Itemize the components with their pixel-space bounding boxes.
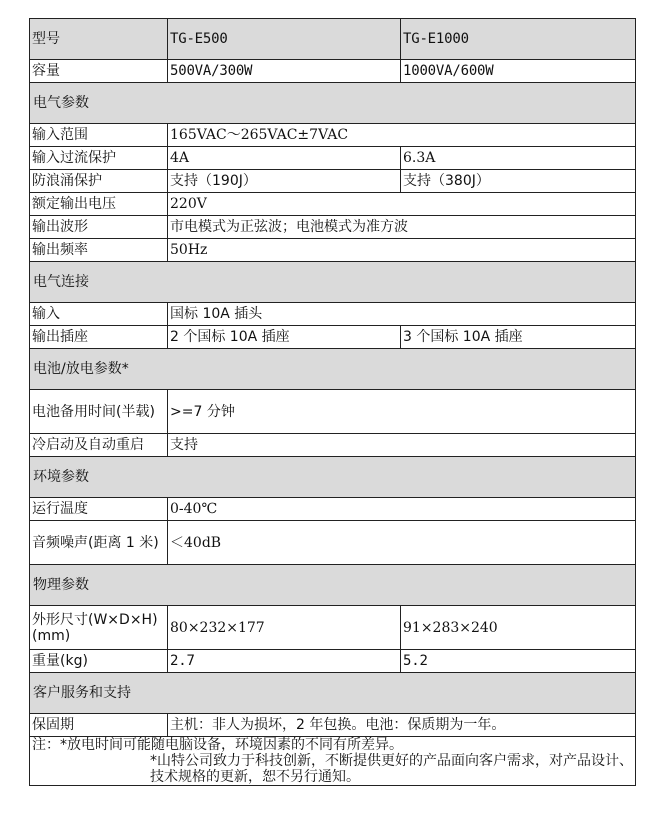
capacity-e1000: 1000VA/600W [401,60,636,83]
waveform-label: 输出波形 [30,216,168,239]
footnote [30,737,636,786]
capacity-label: 容量 [30,60,168,83]
backup-time-label: 电池备用时间(半载) [30,390,168,434]
weight-e1000: 5.2 [401,650,636,673]
section-environment [30,457,636,498]
section-service [30,673,636,714]
section-title: 客户服务和支持 [30,673,636,714]
table-row [30,521,636,565]
input-value: 国标 10A 插头 [168,303,636,326]
surge-e500: 支持（190J） [168,170,401,193]
table-row [30,650,636,673]
surge-e1000: 支持（380J） [401,170,636,193]
note-row [30,737,636,786]
warranty-label: 保固期 [30,714,168,737]
table-row [30,216,636,239]
section-physical [30,565,636,606]
table-row [30,239,636,262]
table-row [30,303,636,326]
input-label: 输入 [30,303,168,326]
table-row [30,498,636,521]
section-title: 环境参数 [30,457,636,498]
outlets-e1000: 3 个国标 10A 插座 [401,326,636,349]
weight-e500: 2.7 [168,650,401,673]
frequency-value: 50Hz [168,239,636,262]
cold-start-label: 冷启动及自动重启 [30,434,168,457]
overcurrent-label: 输入过流保护 [30,147,168,170]
table-row [30,390,636,434]
model-label: 型号 [30,19,168,60]
noise-label: 音频噪声(距离 1 米) [30,521,168,565]
section-title: 电气连接 [30,262,636,303]
model-e1000: TG-E1000 [401,19,636,60]
table-row [30,714,636,737]
weight-label: 重量(kg) [30,650,168,673]
dimensions-e500: 80×232×177 [168,606,401,650]
cold-start-value: 支持 [168,434,636,457]
table-row [30,434,636,457]
surge-label: 防浪涌保护 [30,170,168,193]
section-title: 物理参数 [30,565,636,606]
table-row [30,124,636,147]
frequency-label: 输出频率 [30,239,168,262]
backup-time-value: >=7 分钟 [168,390,636,434]
noise-value: ＜40dB [168,521,636,565]
input-range-value: 165VAC～265VAC±7VAC [168,124,636,147]
table-row [30,170,636,193]
model-e500: TG-E500 [168,19,401,60]
section-electrical [30,83,636,124]
temperature-value: 0-40℃ [168,498,636,521]
capacity-e500: 500VA/300W [168,60,401,83]
table-row [30,326,636,349]
rated-voltage-value: 220V [168,193,636,216]
outlets-e500: 2 个国标 10A 插座 [168,326,401,349]
section-connection [30,262,636,303]
section-battery [30,349,636,390]
footnote-line-2: *山特公司致力于科技创新，不断提供更好的产品面向客户需求，对产品设计、技术规格的更新，恕不另行通知。 [150,753,633,785]
rated-voltage-label: 额定输出电压 [30,193,168,216]
table-row [30,606,636,650]
footnote-line-1: 注：*放电时间可能随电脑设备，环境因素的不同有所差异。 [32,737,403,753]
outlets-label: 输出插座 [30,326,168,349]
temperature-label: 运行温度 [30,498,168,521]
dimensions-e1000: 91×283×240 [401,606,636,650]
waveform-value: 市电模式为正弦波；电池模式为准方波 [168,216,636,239]
spec-table [29,18,636,786]
model-header-row [30,19,636,60]
warranty-value: 主机：非人为损坏，2 年包换。电池：保质期为一年。 [168,714,636,737]
overcurrent-e1000: 6.3A [401,147,636,170]
input-range-label: 输入范围 [30,124,168,147]
overcurrent-e500: 4A [168,147,401,170]
dimensions-label: 外形尺寸(W×D×H)(mm) [30,606,168,650]
table-row [30,193,636,216]
section-title: 电气参数 [30,83,636,124]
section-title: 电池/放电参数* [30,349,636,390]
capacity-row [30,60,636,83]
table-row [30,147,636,170]
